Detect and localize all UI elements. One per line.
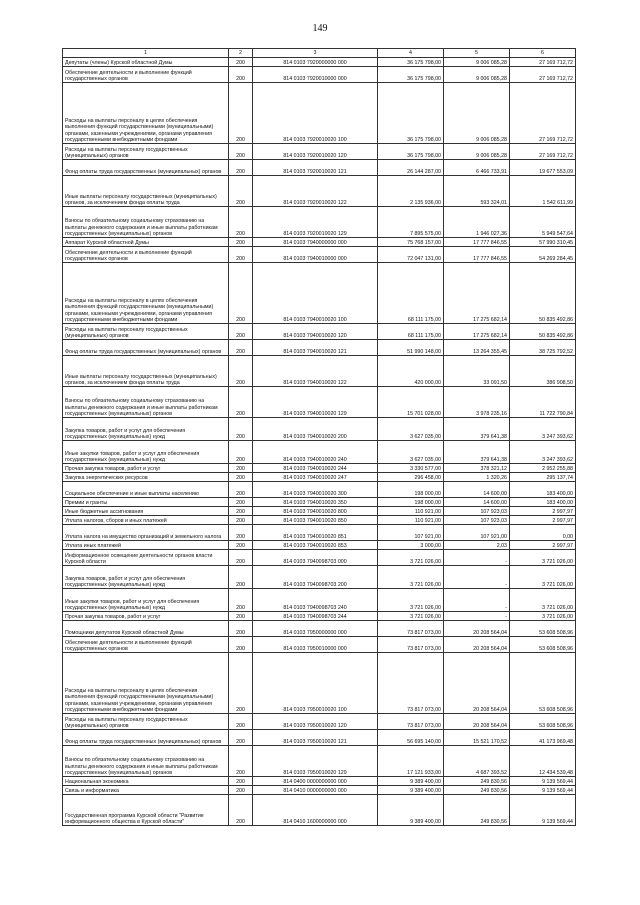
row-executed-cell: 378 321,12 (444, 464, 510, 473)
row-approved-cell: 110 921,00 (378, 516, 444, 525)
row-name-cell: Взносы по обязательному социальному страхованию на выплаты денежного содержания и иные выплаты работникам государственных (муниципальных) органов (63, 387, 229, 418)
row-name-cell: Закупка энергетических ресурсов (63, 473, 229, 482)
row-executed-cell: 249 830,56 (444, 777, 510, 786)
row-unexecuted-cell: 2 997,97 (510, 516, 576, 525)
row-executed-cell: 249 830,56 (444, 795, 510, 826)
row-name-cell: Иные закупки товаров, работ и услуг для обеспечения государственных (муниципальных) нужд (63, 589, 229, 612)
row-approved-cell: 198 000,00 (378, 498, 444, 507)
header-col-6: 6 (510, 49, 576, 58)
row-executed-cell: 14 600,00 (444, 498, 510, 507)
row-approved-cell: 73 817 073,00 (378, 714, 444, 730)
row-name-cell: Обеспечение деятельности и выполнение функций государственных органов (63, 67, 229, 83)
row-name-cell: Уплата налогов, сборов и иных платежей (63, 516, 229, 525)
row-unexecuted-cell: 53 608 508,96 (510, 621, 576, 637)
row-budget-code-cell: 814 0400 0000000000 000 (253, 777, 378, 786)
row-line-code-cell: 200 (229, 507, 253, 516)
table-row (63, 387, 576, 418)
row-name-cell: Взносы по обязательному социальному страхованию на выплаты денежного содержания и иные выплаты работникам государственных (муниципальных) органов (63, 746, 229, 777)
row-budget-code-cell: 814 0103 7940010020 247 (253, 473, 378, 482)
row-name-cell: Прочая закупка товаров, работ и услуг (63, 612, 229, 621)
row-approved-cell: 73 817 073,00 (378, 621, 444, 637)
row-approved-cell: 72 047 131,00 (378, 247, 444, 263)
row-unexecuted-cell: 53 608 508,96 (510, 637, 576, 653)
row-budget-code-cell: 814 0103 7920010020 129 (253, 207, 378, 238)
row-budget-code-cell: 814 0103 7950000000 000 (253, 621, 378, 637)
row-line-code-cell: 200 (229, 356, 253, 387)
row-name-cell: Расходы на выплаты персоналу в целях обеспечения выполнения функций государственными (муниципальными) органами, казенными учреждениями, органами управления государственными внебюджетными фондами (63, 653, 229, 714)
row-budget-code-cell: 814 0103 7920010000 000 (253, 67, 378, 83)
row-unexecuted-cell: 54 269 284,45 (510, 247, 576, 263)
row-name-cell: Депутаты (члены) Курской областной Думы (63, 58, 229, 67)
table-row (63, 525, 576, 541)
row-budget-code-cell: 814 0103 7920010020 122 (253, 176, 378, 207)
row-executed-cell: 17 275 682,14 (444, 324, 510, 340)
row-budget-code-cell: 814 0103 7940010020 850 (253, 516, 378, 525)
row-line-code-cell: 200 (229, 263, 253, 324)
row-name-cell: Расходы на выплаты персоналу государственных (муниципальных) органов (63, 324, 229, 340)
row-approved-cell: 110 921,00 (378, 507, 444, 516)
row-executed-cell: - (444, 566, 510, 589)
table-row (63, 324, 576, 340)
row-name-cell: Премии и гранты (63, 498, 229, 507)
header-col-4: 4 (378, 49, 444, 58)
row-executed-cell: 4 687 393,52 (444, 746, 510, 777)
row-executed-cell: 20 208 564,04 (444, 714, 510, 730)
budget-table (62, 48, 576, 826)
row-executed-cell: 9 006 085,28 (444, 144, 510, 160)
row-executed-cell: 14 600,00 (444, 482, 510, 498)
row-line-code-cell: 200 (229, 621, 253, 637)
row-budget-code-cell: 814 0103 7940010020 853 (253, 541, 378, 550)
table-row (63, 516, 576, 525)
row-approved-cell: 3 627 035,00 (378, 441, 444, 464)
table-row (63, 612, 576, 621)
row-name-cell: Национальная экономика (63, 777, 229, 786)
row-budget-code-cell: 814 0103 7950010000 000 (253, 637, 378, 653)
row-approved-cell: 68 111 175,00 (378, 324, 444, 340)
row-unexecuted-cell: 9 139 569,44 (510, 795, 576, 826)
row-line-code-cell: 200 (229, 795, 253, 826)
table-row (63, 464, 576, 473)
row-executed-cell: 17 275 682,14 (444, 263, 510, 324)
row-budget-code-cell: 814 0103 7950010020 120 (253, 714, 378, 730)
table-row (63, 473, 576, 482)
row-unexecuted-cell: 3 247 393,62 (510, 418, 576, 441)
row-line-code-cell: 200 (229, 67, 253, 83)
row-approved-cell: 3 330 577,00 (378, 464, 444, 473)
row-executed-cell: 379 641,38 (444, 441, 510, 464)
row-name-cell: Расходы на выплаты персоналу в целях обеспечения выполнения функций государственными (муниципальными) органами, казенными учреждениями, органами управления государственными внебюджетными фондами (63, 83, 229, 144)
row-name-cell: Взносы по обязательному социальному страхованию на выплаты денежного содержания и иные выплаты работникам государственных (муниципальных) органов (63, 207, 229, 238)
row-unexecuted-cell: 27 169 712,72 (510, 67, 576, 83)
row-unexecuted-cell: 3 721 026,00 (510, 550, 576, 566)
row-name-cell: Закупка товаров, работ и услуг для обеспечения государственных (муниципальных) нужд (63, 566, 229, 589)
row-unexecuted-cell: 27 169 712,72 (510, 144, 576, 160)
table-row (63, 263, 576, 324)
row-approved-cell: 73 817 073,00 (378, 637, 444, 653)
row-approved-cell: 3 627 035,00 (378, 418, 444, 441)
row-budget-code-cell: 814 0103 7940010020 350 (253, 498, 378, 507)
table-row (63, 160, 576, 176)
row-name-cell: Расходы на выплаты персоналу государственных (муниципальных) органов (63, 714, 229, 730)
row-approved-cell: 9 389 400,00 (378, 795, 444, 826)
row-budget-code-cell: 814 0410 0000000000 000 (253, 786, 378, 795)
row-unexecuted-cell: 50 835 492,86 (510, 324, 576, 340)
row-executed-cell: 17 777 846,55 (444, 238, 510, 247)
row-executed-cell: 20 208 564,04 (444, 621, 510, 637)
table-row (63, 441, 576, 464)
row-name-cell: Иные выплаты персоналу государственных (муниципальных) органов, за исключением фонда оплаты труда (63, 356, 229, 387)
table-row (63, 507, 576, 516)
row-unexecuted-cell: 3 247 393,62 (510, 441, 576, 464)
row-line-code-cell: 200 (229, 58, 253, 67)
row-approved-cell: 198 000,00 (378, 482, 444, 498)
row-line-code-cell: 200 (229, 144, 253, 160)
row-line-code-cell: 200 (229, 464, 253, 473)
row-unexecuted-cell: 53 608 508,96 (510, 653, 576, 714)
table-row (63, 207, 576, 238)
row-line-code-cell: 200 (229, 387, 253, 418)
row-line-code-cell: 200 (229, 589, 253, 612)
row-approved-cell: 3 721 026,00 (378, 566, 444, 589)
header-col-2: 2 (229, 49, 253, 58)
row-name-cell: Закупка товаров, работ и услуг для обеспечения государственных (муниципальных) нужд (63, 418, 229, 441)
table-row (63, 144, 576, 160)
row-executed-cell: 6 466 733,91 (444, 160, 510, 176)
row-unexecuted-cell: 0,00 (510, 525, 576, 541)
row-name-cell: Иные закупки товаров, работ и услуг для обеспечения государственных (муниципальных) нужд (63, 441, 229, 464)
row-executed-cell: 9 006 085,28 (444, 83, 510, 144)
row-line-code-cell: 200 (229, 550, 253, 566)
row-executed-cell: 33 091,50 (444, 356, 510, 387)
row-budget-code-cell: 814 0103 7950010020 100 (253, 653, 378, 714)
row-budget-code-cell: 814 0103 7950010020 121 (253, 730, 378, 746)
row-budget-code-cell: 814 0103 7940098703 200 (253, 566, 378, 589)
row-approved-cell: 3 000,00 (378, 541, 444, 550)
table-row (63, 541, 576, 550)
table-row (63, 58, 576, 67)
row-approved-cell: 36 175 798,00 (378, 83, 444, 144)
row-executed-cell: 15 521 170,52 (444, 730, 510, 746)
row-approved-cell: 36 175 798,00 (378, 67, 444, 83)
row-name-cell: Фонд оплаты труда государственных (муниципальных) органов (63, 730, 229, 746)
row-executed-cell: 593 324,01 (444, 176, 510, 207)
row-name-cell: Аппарат Курской областной Думы (63, 238, 229, 247)
row-budget-code-cell: 814 0103 7940010020 800 (253, 507, 378, 516)
row-line-code-cell: 200 (229, 653, 253, 714)
row-budget-code-cell: 814 0103 7920010020 120 (253, 144, 378, 160)
row-approved-cell: 73 817 073,00 (378, 653, 444, 714)
table-row (63, 67, 576, 83)
row-line-code-cell: 200 (229, 637, 253, 653)
row-line-code-cell: 200 (229, 247, 253, 263)
row-unexecuted-cell: 11 722 790,84 (510, 387, 576, 418)
row-approved-cell: 9 389 400,00 (378, 786, 444, 795)
row-budget-code-cell: 814 0103 7920010020 121 (253, 160, 378, 176)
row-budget-code-cell: 814 0103 7940098703 244 (253, 612, 378, 621)
row-budget-code-cell: 814 0103 7940010020 200 (253, 418, 378, 441)
row-name-cell: Уплата иных платежей (63, 541, 229, 550)
row-approved-cell: 17 121 933,00 (378, 746, 444, 777)
row-line-code-cell: 200 (229, 498, 253, 507)
row-executed-cell: 2,03 (444, 541, 510, 550)
row-approved-cell: 2 135 936,00 (378, 176, 444, 207)
row-executed-cell: 17 777 846,55 (444, 247, 510, 263)
row-line-code-cell: 200 (229, 612, 253, 621)
row-approved-cell: 56 695 140,00 (378, 730, 444, 746)
header-col-3: 3 (253, 49, 378, 58)
row-budget-code-cell: 814 0103 7940010000 000 (253, 247, 378, 263)
row-budget-code-cell: 814 0103 7940010020 244 (253, 464, 378, 473)
row-line-code-cell: 200 (229, 176, 253, 207)
row-name-cell: Помощники депутатов Курской областной Думы (63, 621, 229, 637)
row-line-code-cell: 200 (229, 207, 253, 238)
row-name-cell: Связь и информатика (63, 786, 229, 795)
row-executed-cell: 379 641,38 (444, 418, 510, 441)
row-executed-cell: 9 006 085,28 (444, 67, 510, 83)
row-budget-code-cell: 814 0103 7920000000 000 (253, 58, 378, 67)
row-name-cell: Фонд оплаты труда государственных (муниципальных) органов (63, 160, 229, 176)
row-executed-cell: 3 978 235,16 (444, 387, 510, 418)
row-approved-cell: 107 921,00 (378, 525, 444, 541)
row-budget-code-cell: 814 0103 7940010020 120 (253, 324, 378, 340)
row-unexecuted-cell: 27 169 712,72 (510, 58, 576, 67)
table-row (63, 356, 576, 387)
row-unexecuted-cell: 3 721 026,00 (510, 589, 576, 612)
row-unexecuted-cell: 27 169 712,72 (510, 83, 576, 144)
row-name-cell: Расходы на выплаты персоналу в целях обеспечения выполнения функций государственными (муниципальными) органами, казенными учреждениями, органами управления государственными внебюджетными фондами (63, 263, 229, 324)
row-approved-cell: 3 721 026,00 (378, 589, 444, 612)
table-row (63, 418, 576, 441)
row-approved-cell: 296 458,00 (378, 473, 444, 482)
table-row (63, 482, 576, 498)
row-executed-cell: 1 320,26 (444, 473, 510, 482)
table-row (63, 498, 576, 507)
row-executed-cell: 1 946 027,36 (444, 207, 510, 238)
row-unexecuted-cell: 9 139 569,44 (510, 777, 576, 786)
row-name-cell: Информационное освещение деятельности органов власти Курской области (63, 550, 229, 566)
row-executed-cell: - (444, 612, 510, 621)
row-unexecuted-cell: 2 997,97 (510, 507, 576, 516)
row-line-code-cell: 200 (229, 746, 253, 777)
table-row (63, 176, 576, 207)
table-body (63, 58, 576, 826)
row-unexecuted-cell: 53 608 508,96 (510, 714, 576, 730)
row-line-code-cell: 200 (229, 525, 253, 541)
row-line-code-cell: 200 (229, 418, 253, 441)
row-name-cell: Социальное обеспечение и иные выплаты населению (63, 482, 229, 498)
row-budget-code-cell: 814 0103 7940098703 000 (253, 550, 378, 566)
row-executed-cell: - (444, 550, 510, 566)
row-executed-cell: 107 921,00 (444, 525, 510, 541)
row-approved-cell: 3 721 026,00 (378, 550, 444, 566)
table-row (63, 653, 576, 714)
row-unexecuted-cell: 2 997,97 (510, 541, 576, 550)
row-unexecuted-cell: 38 725 792,52 (510, 340, 576, 356)
table-row (63, 786, 576, 795)
table-row (63, 730, 576, 746)
row-unexecuted-cell: 19 677 553,09 (510, 160, 576, 176)
table-row (63, 714, 576, 730)
header-col-5: 5 (444, 49, 510, 58)
row-name-cell: Уплата налога на имущество организаций и земельного налога (63, 525, 229, 541)
table-row (63, 777, 576, 786)
row-unexecuted-cell: 41 173 969,48 (510, 730, 576, 746)
row-line-code-cell: 200 (229, 160, 253, 176)
row-name-cell: Государственная программа Курской области "Развитие информационного общества в Курской области" (63, 795, 229, 826)
row-approved-cell: 68 111 175,00 (378, 263, 444, 324)
row-unexecuted-cell: 183 400,00 (510, 498, 576, 507)
table-row (63, 340, 576, 356)
row-unexecuted-cell: 3 721 026,00 (510, 566, 576, 589)
row-executed-cell: - (444, 589, 510, 612)
row-executed-cell: 13 264 355,45 (444, 340, 510, 356)
row-unexecuted-cell: 12 434 539,48 (510, 746, 576, 777)
row-budget-code-cell: 814 0103 7940098703 240 (253, 589, 378, 612)
row-unexecuted-cell: 57 990 310,45 (510, 238, 576, 247)
table-row (63, 566, 576, 589)
row-approved-cell: 15 701 028,00 (378, 387, 444, 418)
row-line-code-cell: 200 (229, 516, 253, 525)
row-unexecuted-cell: 5 949 547,64 (510, 207, 576, 238)
row-approved-cell: 75 768 157,00 (378, 238, 444, 247)
row-name-cell: Расходы на выплаты персоналу государственных (муниципальных) органов (63, 144, 229, 160)
row-unexecuted-cell: 295 137,74 (510, 473, 576, 482)
row-budget-code-cell: 814 0103 7940010020 121 (253, 340, 378, 356)
table-row (63, 550, 576, 566)
row-approved-cell: 51 990 148,00 (378, 340, 444, 356)
row-approved-cell: 26 144 287,00 (378, 160, 444, 176)
row-name-cell: Обеспечение деятельности и выполнение функций государственных органов (63, 247, 229, 263)
row-line-code-cell: 200 (229, 786, 253, 795)
row-unexecuted-cell: 386 908,50 (510, 356, 576, 387)
table-row (63, 247, 576, 263)
row-name-cell: Иные бюджетные ассигнования (63, 507, 229, 516)
page-number: 149 (312, 23, 328, 34)
row-unexecuted-cell: 2 952 255,88 (510, 464, 576, 473)
header-col-1: 1 (63, 49, 229, 58)
table-row (63, 637, 576, 653)
row-line-code-cell: 200 (229, 83, 253, 144)
table-row (63, 589, 576, 612)
row-line-code-cell: 200 (229, 541, 253, 550)
row-executed-cell: 9 006 085,28 (444, 58, 510, 67)
row-budget-code-cell: 814 0103 7940010020 122 (253, 356, 378, 387)
row-unexecuted-cell: 1 542 611,99 (510, 176, 576, 207)
row-unexecuted-cell: 3 721 026,00 (510, 612, 576, 621)
row-line-code-cell: 200 (229, 777, 253, 786)
row-approved-cell: 36 175 798,00 (378, 58, 444, 67)
row-name-cell: Фонд оплаты труда государственных (муниципальных) органов (63, 340, 229, 356)
row-line-code-cell: 200 (229, 473, 253, 482)
row-budget-code-cell: 814 0103 7940010020 240 (253, 441, 378, 464)
row-unexecuted-cell: 183 400,00 (510, 482, 576, 498)
row-budget-code-cell: 814 0103 7940010020 300 (253, 482, 378, 498)
row-line-code-cell: 200 (229, 324, 253, 340)
row-executed-cell: 249 830,56 (444, 786, 510, 795)
row-executed-cell: 20 208 564,04 (444, 653, 510, 714)
table-header-row (63, 49, 576, 58)
row-line-code-cell: 200 (229, 340, 253, 356)
row-budget-code-cell: 814 0103 7940010020 129 (253, 387, 378, 418)
row-name-cell: Обеспечение деятельности и выполнение функций государственных органов (63, 637, 229, 653)
row-budget-code-cell: 814 0103 7940000000 000 (253, 238, 378, 247)
row-approved-cell: 9 389 400,00 (378, 777, 444, 786)
row-unexecuted-cell: 9 139 569,44 (510, 786, 576, 795)
row-line-code-cell: 200 (229, 714, 253, 730)
row-budget-code-cell: 814 0103 7950010020 129 (253, 746, 378, 777)
row-line-code-cell: 200 (229, 730, 253, 746)
row-approved-cell: 420 000,00 (378, 356, 444, 387)
row-budget-code-cell: 814 0103 7940010020 851 (253, 525, 378, 541)
row-executed-cell: 107 923,03 (444, 507, 510, 516)
table-row (63, 621, 576, 637)
row-name-cell: Прочая закупка товаров, работ и услуг (63, 464, 229, 473)
row-budget-code-cell: 814 0103 7940010020 100 (253, 263, 378, 324)
table-row (63, 746, 576, 777)
row-approved-cell: 36 175 798,00 (378, 144, 444, 160)
row-name-cell: Иные выплаты персоналу государственных (муниципальных) органов, за исключением фонда оплаты труда (63, 176, 229, 207)
row-approved-cell: 3 721 026,00 (378, 612, 444, 621)
row-executed-cell: 20 208 564,04 (444, 637, 510, 653)
table-row (63, 238, 576, 247)
row-executed-cell: 107 923,03 (444, 516, 510, 525)
row-budget-code-cell: 814 0410 1600000000 000 (253, 795, 378, 826)
table-row (63, 83, 576, 144)
table-row (63, 795, 576, 826)
row-unexecuted-cell: 50 835 492,86 (510, 263, 576, 324)
row-line-code-cell: 200 (229, 566, 253, 589)
row-line-code-cell: 200 (229, 441, 253, 464)
row-budget-code-cell: 814 0103 7920010020 100 (253, 83, 378, 144)
row-line-code-cell: 200 (229, 482, 253, 498)
row-line-code-cell: 200 (229, 238, 253, 247)
row-approved-cell: 7 895 575,00 (378, 207, 444, 238)
